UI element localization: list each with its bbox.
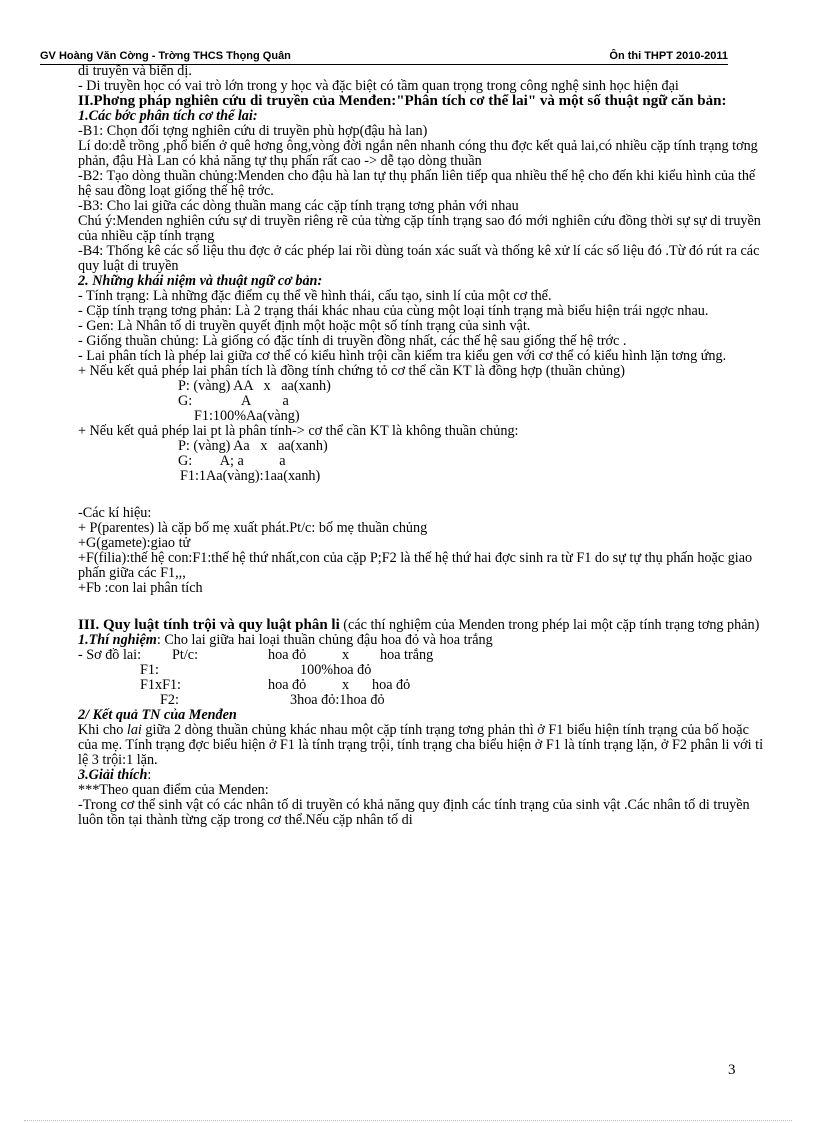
- paragraph: -B3: Cho lai giữa các dòng thuần mang các cặp tính trạng tơng phản với nhau: [78, 198, 519, 214]
- paragraph: +G(gamete):giao tử: [78, 535, 191, 551]
- paragraph: -Các kí hiệu:: [78, 505, 152, 521]
- document-body: [78, 64, 768, 828]
- cross-cell: hoa đỏ: [268, 647, 307, 663]
- cross-row-label: F1xF1:: [140, 677, 182, 693]
- section-heading-iii-title: III. Quy luật tính trội và quy luật phân li: [78, 617, 340, 633]
- paragraph: + Nếu kết quả phép lai phân tích là đồng tính chứng tỏ cơ thể cần KT là đồng hợp (thuần chủng): [78, 363, 625, 379]
- paragraph: + Nếu kết quả phép lai pt là phân tính-> cơ thể cần KT là không thuần chủng:: [78, 423, 519, 439]
- section-heading-iii: [78, 618, 768, 633]
- cross-diagram: [78, 648, 768, 708]
- cross-diagram-label: - Sơ đồ lai:: [78, 647, 142, 663]
- paragraph: - Tính trạng: Là những đặc điểm cụ thể về hình thái, cấu tạo, sinh lí của một cơ thể.: [78, 288, 552, 304]
- subsection-text: : Cho lai giữa hai loại thuần chủng đậu hoa đỏ và hoa trắng: [156, 632, 493, 648]
- paragraph: -B1: Chọn đối tợng nghiên cứu di truyền phù hợp(đậu hà lan): [78, 123, 428, 139]
- paragraph: - Giống thuần chủng: Là giống có đặc tính di truyền đồng nhất, các thế hệ sau giống thế hệ trớc .: [78, 333, 627, 349]
- subsection-text: :: [147, 767, 152, 783]
- cross-cell: hoa đỏ: [372, 677, 411, 693]
- paragraph: Lí do:dễ trồng ,phổ biến ở quê hơng ông,vòng đời ngắn nên nhanh cóng thu đợc kết quả lai,có nhiều cặp tính trạng tơng phản, đậu Hà Lan có khả năng tự thụ phấn rất cao -> dễ tạo dòng thuần: [78, 138, 758, 169]
- cross-line: F1:1Aa(vàng):1aa(xanh): [180, 468, 321, 484]
- subsection-title: 3.Giải thích: [78, 767, 148, 783]
- subsection-heading: 2/ Kết quả TN của Menđen: [78, 707, 237, 723]
- header-author: GV Hoàng Văn Cờng - Trờng THCS Thọng Quân: [40, 50, 291, 62]
- paragraph: - Gen: Là Nhân tố di truyền quyết định một hoặc một số tính trạng của sinh vật.: [78, 318, 531, 334]
- paragraph: +F(filia):thế hệ con:F1:thế hệ thứ nhất,con của cặp P;F2 là thế hệ thứ hai đợc sinh ra từ F1 do sự tự thụ phấn hoặc giao phấn giữa các F1,,,: [78, 550, 753, 581]
- subsection-title: 1.Thí nghiệm: [78, 632, 157, 648]
- section-heading-iii-note: (các thí nghiệm của Menden trong phép lai một cặp tính trạng tơng phản): [339, 617, 760, 633]
- paragraph: + P(parentes) là cặp bố mẹ xuất phát.Pt/c: bố mẹ thuần chủng: [78, 520, 428, 536]
- paragraph: -B4: Thống kê các số liệu thu đợc ở các phép lai rồi dùng toán xác suất và thống kê xử lí các số liệu đó .Từ đó rút ra các quy luật di truyền: [78, 243, 760, 274]
- subsection-heading: [78, 633, 768, 648]
- cross-row-label: F2:: [160, 692, 179, 708]
- paragraph: [78, 723, 768, 768]
- subsection-heading: [78, 768, 768, 783]
- page-number: 3: [728, 1062, 736, 1078]
- paragraph: - Lai phân tích là phép lai giữa cơ thể có kiểu hình trội cần kiểm tra kiểu gen với cơ thể có kiểu hình lặn tơng ứng.: [78, 348, 727, 364]
- subsection-heading: 2. Những khái niệm và thuật ngữ cơ bản:: [78, 273, 323, 289]
- cross-cell: 3hoa đỏ:1hoa đỏ: [290, 692, 385, 708]
- cross-line: F1:100%Aa(vàng): [194, 408, 300, 424]
- cross-row-label: F1:: [140, 662, 159, 678]
- paragraph: - Cặp tính trạng tơng phản: Là 2 trạng thái khác nhau của cùng một loại tính trạng mà biểu hiện trái ngợc nhau.: [78, 303, 709, 319]
- paragraph: ***Theo quan điểm của Menden:: [78, 782, 269, 798]
- paragraph: -B2: Tạo dòng thuần chủng:Menden cho đậu hà lan tự thụ phấn liên tiếp qua nhiều thế hệ cho đến khi kiểu hình của thế hệ sau đồng loạt giống thế hệ trớc.: [78, 168, 756, 199]
- cross-line: P: (vàng) Aa x aa(xanh): [178, 438, 328, 454]
- cross-line: P: (vàng) AA x aa(xanh): [178, 378, 331, 394]
- cross-cell: hoa trắng: [380, 647, 434, 663]
- paragraph: Chú ý:Menden nghiên cứu sự di truyền riêng rẽ của từng cặp tính trạng sao đó mới nghiên cứu đồng thời sự sự di truyền của nhiều cặp tính trạng: [78, 213, 761, 244]
- page-bottom-rule: [24, 1120, 792, 1121]
- section-heading-ii: II.Phơng pháp nghiên cứu di truyền của Menđen:"Phân tích cơ thể lai" và một số thuật ngữ căn bản:: [78, 93, 727, 109]
- cross-line: G: A a: [178, 393, 289, 409]
- cross-symbol: x: [342, 647, 350, 663]
- cross-line: G: A; a a: [178, 453, 286, 469]
- cross-cell: hoa đỏ: [268, 677, 307, 693]
- cross-cell: 100%hoa đỏ: [300, 662, 372, 678]
- text-run: giữa 2 dòng thuần chủng khác nhau một cặp tính trạng tơng phản thì ở F1 biểu hiện tính trạng của bố hoặc của mẹ. Tính trạng đợc biểu hiện ở F1 là tính trạng trội, tính trạng cha biểu hiện ở F1 là tính trạng lặn, ở F2 phân li với tỉ lệ 3 trội:1 lặn.: [78, 722, 764, 768]
- header-course: Ôn thi THPT 2010-2011: [609, 50, 728, 62]
- paragraph: -Trong cơ thể sinh vật có các nhân tố di truyền có khả năng quy định các tính trạng của sinh vật .Các nhân tố di truyền luôn tồn tại thành từng cặp trong cơ thể.Nếu cặp nhân tố di: [78, 797, 750, 828]
- text-run-italic: lai: [126, 722, 142, 738]
- subsection-heading: 1.Các bớc phân tích cơ thể lai:: [78, 108, 258, 124]
- text-run: Khi cho: [78, 722, 127, 738]
- cross-symbol: x: [342, 677, 350, 693]
- paragraph: +Fb :con lai phân tích: [78, 580, 203, 596]
- paragraph: di truyền và biến dị.: [78, 63, 192, 79]
- cross-row-label: Pt/c:: [172, 647, 199, 663]
- paragraph: - Di truyền học có vai trò lớn trong y học và đặc biệt có tầm quan trọng trong công nghệ sinh học hiện đại: [78, 78, 679, 94]
